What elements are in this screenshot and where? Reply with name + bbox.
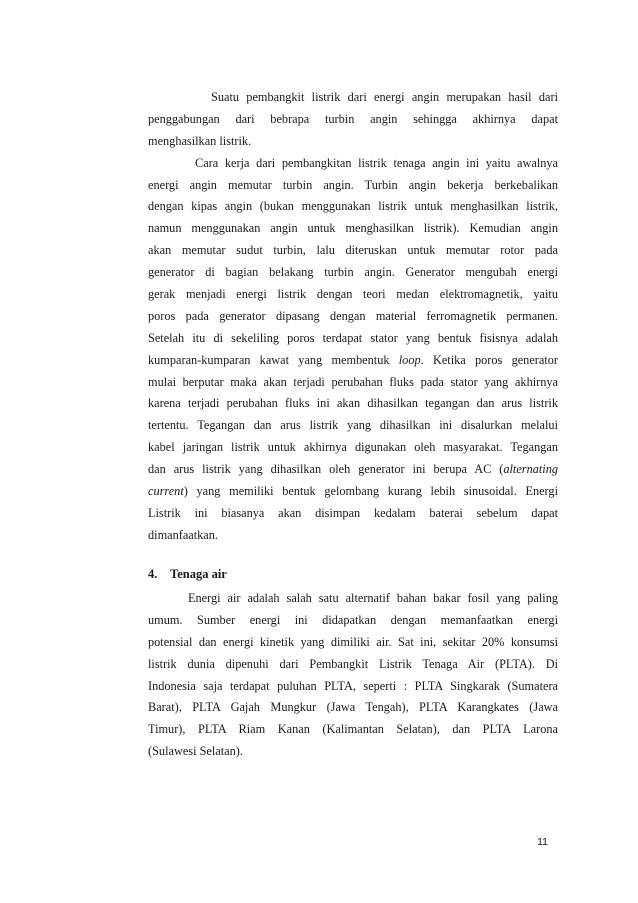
text-line: akan memutar sudut turbin, lalu diteruskan untuk memutar rotor pada (148, 243, 558, 258)
section-heading (148, 564, 227, 584)
italic-term: alternating (503, 462, 558, 477)
text-line: menghasilkan listrik. (148, 133, 252, 148)
text-line: dengan kipas angin (bukan menggunakan listrik untuk menghasilkan listrik, (148, 199, 558, 214)
text-segment: dan arus listrik yang dihasilkan oleh generator ini berupa AC ( (148, 462, 504, 477)
text-line: Cara kerja dari pembangkitan listrik tenaga angin ini yaitu awalnya (195, 155, 558, 170)
text-line: tertentu. Tegangan dan arus listrik yang dihasilkan ini disalurkan melalui (148, 418, 558, 433)
page-number: 11 (537, 836, 548, 848)
paragraph-wind-energy (148, 87, 558, 547)
text-line: poros pada generator dipasang dengan material ferromagnetik permanen. (148, 308, 558, 323)
text-segment: kumparan-kumparan kawat yang membentuk (148, 352, 399, 367)
text-line (148, 350, 558, 372)
text-line: umum. Sumber energi ini didapatkan dengan memanfaatkan energi (148, 612, 558, 627)
text-line: energi angin memutar turbin angin. Turbin angin bekerja berkebalikan (148, 177, 558, 192)
text-line: (Sulawesi Selatan). (148, 744, 243, 759)
text-segment: . Ketika poros generator (420, 352, 558, 367)
text-line: Setelah itu di sekeliling poros terdapat stator yang bentuk fisisnya adalah (148, 330, 558, 345)
text-line: penggabungan dari bebrapa turbin angin sehingga akhirnya dapat (148, 111, 558, 126)
text-line: Listrik ini biasanya akan disimpan kedalam baterai sebelum dapat (148, 505, 558, 520)
text-line: dimanfaatkan. (148, 527, 218, 542)
text-line: listrik dunia dipenuhi dari Pembangkit Listrik Tenaga Air (PLTA). Di (148, 656, 558, 671)
text-line (148, 459, 558, 481)
text-segment: ) yang memiliki bentuk gelombang kurang lebih sinusoidal. Energi (183, 484, 558, 499)
text-line: Energi air adalah salah satu alternatif bahan bakar fosil yang paling (188, 591, 558, 605)
italic-term: current (148, 484, 184, 499)
text-line: mulai berputar maka akan terjadi perubahan fluks pada stator yang akhirnya (148, 374, 558, 389)
text-line: Barat), PLTA Gajah Mungkur (Jawa Tengah), PLTA Karangkates (Jawa (148, 700, 558, 715)
italic-term: loop (398, 352, 421, 367)
paragraph-hydro-energy (148, 588, 558, 763)
text-line: potensial dan energi kinetik yang dimiliki air. Sat ini, sekitar 20% konsumsi (148, 634, 558, 649)
text-line: namun menggunakan angin untuk menghasilkan listrik). Kemudian angin (148, 221, 558, 236)
heading-title: Tenaga air (170, 567, 227, 581)
text-line: kabel jaringan listrik untuk akhirnya digunakan oleh masyarakat. Tegangan (148, 440, 558, 455)
text-line: Indonesia saja terdapat puluhan PLTA, seperti : PLTA Singkarak (Sumatera (148, 678, 558, 693)
heading-number: 4. (148, 567, 158, 581)
text-line: Timur), PLTA Riam Kanan (Kalimantan Selatan), dan PLTA Larona (148, 722, 558, 737)
text-line: gerak menjadi energi listrik dengan teori medan elektromagnetik, yaitu (148, 287, 558, 302)
text-line: karena terjadi perubahan fluks ini akan dihasilkan tegangan dan arus listrik (148, 396, 558, 411)
text-line (148, 481, 558, 503)
text-line: generator di bagian belakang turbin angin. Generator mengubah energi (148, 265, 558, 280)
text-line: Suatu pembangkit listrik dari energi angin merupakan hasil dari (211, 90, 558, 104)
